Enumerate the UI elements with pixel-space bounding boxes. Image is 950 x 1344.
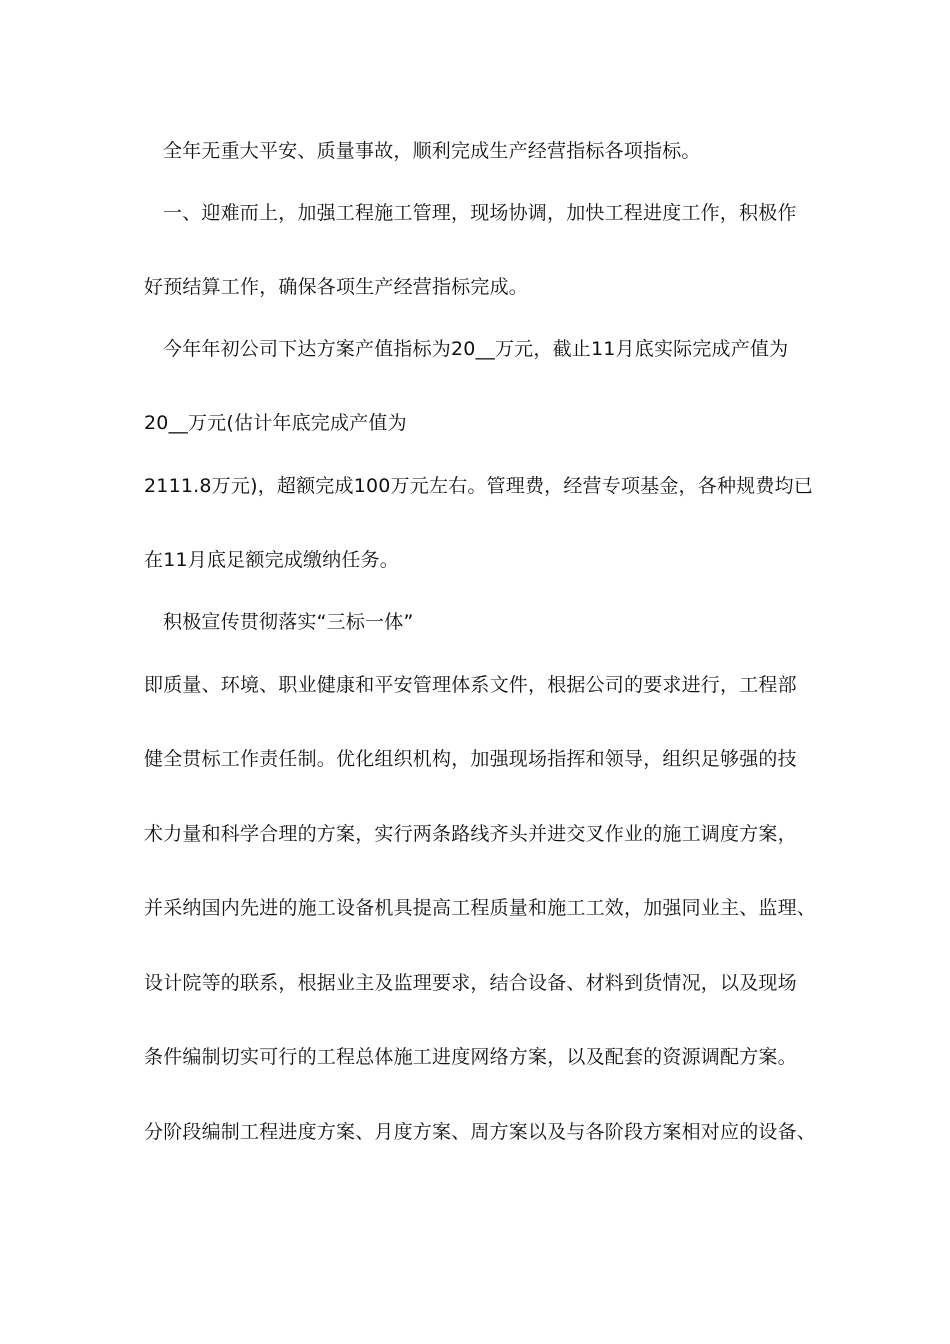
text-line-8: 积极宣传贯彻落实“三标一体”	[163, 611, 414, 633]
text-line-13: 设计院等的联系，根据业主及监理要求，结合设备、材料到货情况，以及现场	[144, 972, 797, 994]
text-line-7: 在11月底足额完成缴纳任务。	[144, 549, 399, 571]
text-line-12: 并采纳国内先进的施工设备机具提高工程质量和施工工效，加强同业主、监理、	[144, 897, 817, 919]
text-line-5: 20__万元(估计年底完成产值为	[144, 412, 407, 434]
text-line-11: 术力量和科学合理的方案，实行两条路线齐头并进交叉作业的施工调度方案，	[144, 823, 797, 845]
text-line-6: 2111.8万元)，超额完成100万元左右。管理费，经营专项基金，各种规费均已	[144, 475, 813, 497]
text-line-4: 今年年初公司下达方案产值指标为20__万元，截止11月底实际完成产值为	[163, 338, 789, 360]
section-heading-1: 一、迎难而上，加强工程施工管理，现场协调，加快工程进度工作，积极作	[163, 202, 797, 224]
text-line-10: 健全贯标工作责任制。优化组织机构，加强现场指挥和领导，组织足够强的技	[144, 748, 797, 770]
text-line-1: 全年无重大平安、质量事故，顺利完成生产经营指标各项指标。	[163, 140, 701, 162]
text-line-15: 分阶段编制工程进度方案、月度方案、周方案以及与各阶段方案相对应的设备、	[144, 1121, 817, 1143]
text-line-9: 即质量、环境、职业健康和平安管理体系文件，根据公司的要求进行，工程部	[144, 674, 797, 696]
text-line-3: 好预结算工作，确保各项生产经营指标完成。	[144, 276, 529, 298]
text-line-14: 条件编制切实可行的工程总体施工进度网络方案，以及配套的资源调配方案。	[144, 1046, 797, 1068]
